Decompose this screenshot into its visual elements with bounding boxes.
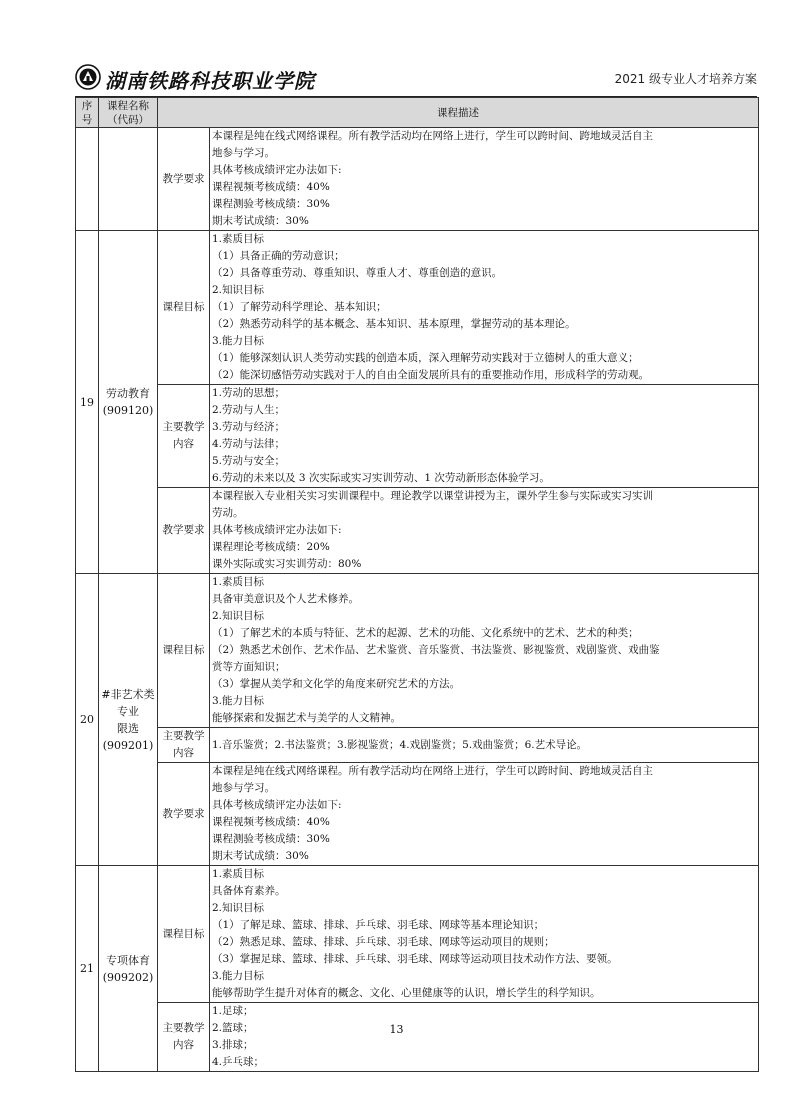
text-line: 本课程是纯在线式网络课程。所有教学活动均在网络上进行，学生可以跨时间、跨地域灵活自主 — [212, 765, 653, 777]
text-line: 4.劳动与法律； — [212, 438, 286, 450]
text-line: 2.知识目标 — [212, 902, 265, 914]
course-table — [75, 97, 759, 1072]
section-label: 课程目标 — [158, 574, 210, 728]
section-label — [158, 728, 210, 763]
text-line: 2.篮球； — [212, 1022, 254, 1034]
text-line: 1.素质目标 — [212, 576, 265, 588]
text-line: 具体考核成绩评定办法如下: — [212, 799, 342, 811]
table-header-row — [76, 98, 759, 128]
section-label-line: 主要教学 — [162, 1022, 205, 1034]
text-line: （2）具备尊重劳动、尊重知识、尊重人才、尊重创造的意识。 — [212, 267, 503, 279]
section-label — [158, 1003, 210, 1072]
section-content — [210, 385, 759, 488]
text-line: 3.能力目标 — [212, 335, 265, 347]
course-name: #非艺术类 — [101, 687, 155, 701]
text-line: 具体考核成绩评定办法如下: — [212, 164, 342, 176]
text-line: 2.劳动与人生； — [212, 404, 286, 416]
header-name-line: （代码） — [107, 113, 149, 126]
text-line: 劳动。 — [212, 507, 244, 519]
section-label-line: 内容 — [173, 438, 194, 450]
text-line: 1.足球； — [212, 1005, 254, 1017]
header-num-line: 序 — [81, 99, 93, 112]
text-line: 1.素质目标 — [212, 233, 265, 245]
section-label-line: 主要教学 — [162, 730, 205, 742]
section-label: 教学要求 — [158, 763, 210, 866]
text-line: 1.素质目标 — [212, 868, 265, 880]
document-title: 2021 级专业人才培养方案 — [614, 72, 757, 86]
text-line: 1.音乐鉴赏；2.书法鉴赏；3.影视鉴赏；4.戏剧鉴赏；5.戏曲鉴赏；6.艺术导论。 — [212, 738, 588, 751]
text-line: 期末考试成绩：30% — [212, 215, 309, 227]
course-name-cell — [99, 574, 158, 866]
school-name: 湖南铁路科技职业学院 — [105, 69, 315, 93]
course-name: 劳动教育 — [106, 387, 150, 400]
text-line: 3.能力目标 — [212, 695, 265, 707]
course-name-cell — [99, 866, 158, 1072]
text-line: （2）熟悉劳动科学的基本概念、基本知识、基本原理，掌握劳动的基本理论。 — [212, 318, 576, 330]
text-line: 3.劳动与经济； — [212, 421, 286, 433]
header-name-line: 课程名称 — [107, 99, 149, 112]
section-content — [210, 763, 759, 866]
table-row — [76, 385, 759, 488]
text-line: 3.排球； — [212, 1039, 254, 1051]
text-line: （2）熟悉艺术创作、艺术作品、艺术鉴赏、音乐鉴赏、书法鉴赏、影视鉴赏、戏剧鉴赏、戏曲鉴 — [212, 644, 660, 656]
header-num-line: 号 — [81, 113, 93, 126]
course-name-cell — [99, 231, 158, 574]
table-row — [76, 1003, 759, 1072]
section-content — [210, 574, 759, 728]
section-label: 教学要求 — [158, 488, 210, 574]
page-number: 13 — [389, 1023, 404, 1036]
table-row — [76, 763, 759, 866]
text-line: 能够探索和发掘艺术与美学的人文精神。 — [212, 712, 401, 724]
section-label: 教学要求 — [158, 128, 210, 231]
section-label-line: 内容 — [173, 1039, 194, 1051]
text-line: 3.能力目标 — [212, 970, 265, 982]
course-code: (909202) — [102, 970, 154, 984]
section-label: 课程目标 — [158, 866, 210, 1003]
section-content — [210, 231, 759, 385]
table-row — [76, 866, 759, 1003]
table-row — [76, 231, 759, 385]
text-line: （3）掌握足球、篮球、排球、乒乓球、羽毛球、网球等运动项目技术动作方法、要领。 — [212, 953, 618, 965]
text-line: 6.劳动的未来以及 3 次实际或实习实训劳动、1 次劳动新形态体验学习。 — [212, 472, 550, 484]
text-line: 本课程是纯在线式网络课程。所有教学活动均在网络上进行，学生可以跨时间、跨地域灵活自主 — [212, 130, 653, 142]
text-line: （3）掌握从美学和文化学的角度来研究艺术的方法。 — [212, 678, 461, 690]
section-content — [210, 728, 759, 763]
course-code: (909201) — [102, 738, 154, 752]
text-line: （1）了解艺术的本质与特征、艺术的起源、艺术的功能、文化系统中的艺术、艺术的种类； — [212, 627, 639, 639]
text-line: （2）熟悉足球、篮球、排球、乒乓球、羽毛球、网球等运动项目的规则； — [212, 936, 555, 948]
text-line: 课程测验考核成绩：30% — [212, 198, 330, 210]
section-content — [210, 488, 759, 574]
text-line: 地参与学习。 — [212, 782, 275, 794]
text-line: （1）了解劳动科学理论、基本知识； — [212, 301, 387, 313]
text-line: 4.乒乓球； — [212, 1056, 265, 1068]
section-label: 课程目标 — [158, 231, 210, 385]
text-line: （1）了解足球、篮球、排球、乒乓球、羽毛球、网球等基本理论知识； — [212, 919, 545, 931]
section-label — [158, 385, 210, 488]
section-content — [210, 1003, 759, 1072]
course-name: 专业 — [117, 704, 139, 718]
text-line: （2）能深切感悟劳动实践对于人的自由全面发展所具有的重要推动作用，形成科学的劳动观。 — [212, 369, 650, 381]
course-code: (909120) — [102, 404, 154, 417]
table-row — [76, 728, 759, 763]
header-course-name — [99, 98, 158, 128]
text-line: 地参与学习。 — [212, 147, 275, 159]
row-num-cell: 20 — [76, 574, 99, 866]
course-name-cell — [99, 128, 158, 231]
course-name: 专项体育 — [106, 953, 150, 967]
header-description: 课程描述 — [158, 98, 759, 128]
text-line: 具备体育素养。 — [212, 885, 286, 897]
table-row — [76, 574, 759, 728]
header-num — [76, 98, 99, 128]
text-line: 课程视频考核成绩：40% — [212, 816, 330, 828]
row-num-cell: 21 — [76, 866, 99, 1072]
text-line: 课外实际或实习实训劳动：80% — [212, 558, 362, 570]
text-line: 具体考核成绩评定办法如下: — [212, 524, 342, 536]
text-line: 课程理论考核成绩：20% — [212, 541, 330, 553]
course-name: 限选 — [117, 721, 139, 735]
text-line: 课程视频考核成绩：40% — [212, 181, 330, 193]
school-logo-icon — [75, 64, 101, 90]
text-line: 1.劳动的思想； — [212, 387, 286, 399]
text-line: （1）能够深刻认识人类劳动实践的创造本质，深入理解劳动实践对于立德树人的重大意义； — [212, 352, 639, 364]
section-label-line: 内容 — [173, 747, 194, 759]
text-line: 期末考试成绩：30% — [212, 850, 309, 862]
section-content — [210, 128, 759, 231]
page-header — [75, 66, 757, 97]
table-row — [76, 488, 759, 574]
text-line: （1）具备正确的劳动意识； — [212, 250, 345, 262]
section-label-line: 主要教学 — [162, 421, 205, 433]
text-line: 2.知识目标 — [212, 610, 265, 622]
section-content — [210, 866, 759, 1003]
text-line: 课程测验考核成绩：30% — [212, 833, 330, 845]
text-line: 具备审美意识及个人艺术修养。 — [212, 593, 359, 605]
text-line: 5.劳动与安全； — [212, 455, 286, 467]
text-line: 2.知识目标 — [212, 284, 265, 296]
row-num-cell — [76, 128, 99, 231]
text-line: 赏等方面知识； — [212, 661, 286, 673]
row-num-cell: 19 — [76, 231, 99, 574]
table-row — [76, 128, 759, 231]
text-line: 能够帮助学生提升对体育的概念、文化、心里健康等的认识，增长学生的科学知识。 — [212, 987, 601, 999]
text-line: 本课程嵌入专业相关实习实训课程中。理论教学以课堂讲授为主，课外学生参与实际或实习实训 — [212, 490, 653, 502]
